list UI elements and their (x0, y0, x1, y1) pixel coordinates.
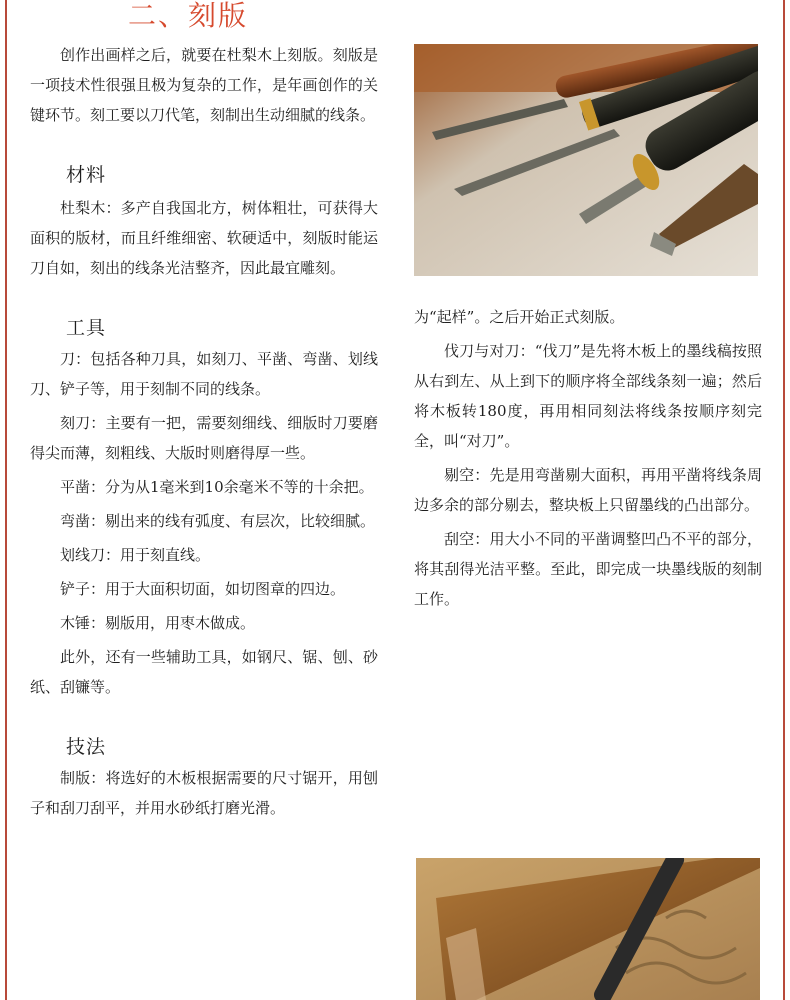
tools-paragraph: 平凿：分为从1毫米到10余毫米不等的十余把。 (60, 478, 374, 496)
tools-heading: 工具 (66, 317, 107, 339)
materials-heading: 材料 (66, 164, 107, 186)
right-paragraph: 剔空：先是用弯凿剔大面积，再用平凿将线条周边多余的部分剔去，整块板上只留墨线的凸出部分。 (414, 466, 762, 514)
carving-tools-photo (414, 44, 758, 276)
tools-paragraph: 此外，还有一些辅助工具，如钢尺、锯、刨、砂纸、刮镰等。 (30, 648, 378, 696)
tools-paragraph: 刀：包括各种刀具，如刻刀、平凿、弯凿、划线刀、铲子等，用于刻制不同的线条。 (30, 350, 378, 398)
materials-paragraph: 杜梨木：多产自我国北方，树体粗壮，可获得大面积的版材，而且纤维细密、软硬适中，刻版时能运刀自如，刻出的线条光洁整齐，因此最宜雕刻。 (30, 199, 378, 277)
intro-paragraph: 创作出画样之后，就要在杜梨木上刻版。刻版是一项技术性很强且极为复杂的工作，是年画创作的关键环节。刻工要以刀代笔，刻制出生动细腻的线条。 (30, 46, 378, 124)
tools-paragraph: 弯凿：剔出来的线有弧度、有层次，比较细腻。 (60, 512, 376, 530)
page-border-left (5, 0, 7, 1000)
technique-paragraph: 制版：将选好的木板根据需要的尺寸锯开，用刨子和刮刀刮平，并用水砂纸打磨光滑。 (30, 769, 378, 817)
tools-paragraph: 划线刀：用于刻直线。 (60, 546, 211, 564)
right-paragraph: 刮空：用大小不同的平凿调整凹凸不平的部分，将其刮得光洁平整。至此，即完成一块墨线版的刻制工作。 (414, 530, 762, 608)
left-column (30, 40, 378, 827)
right-paragraph: 伐刀与对刀：“伐刀”是先将木板上的墨线稿按照从右到左、从上到下的顺序将全部线条刻一遍；然后将木板转180度，再用相同刻法将线条按顺序刻完全，叫“对刀”。 (414, 342, 762, 450)
right-column (414, 302, 762, 618)
section-title: 二、刻版 (128, 0, 249, 32)
tools-paragraph: 刻刀：主要有一把，需要刻细线、细版时刀要磨得尖而薄，刻粗线、大版时则磨得厚一些。 (30, 414, 378, 462)
page-border-right (783, 0, 785, 1000)
technique-heading: 技法 (66, 736, 107, 758)
right-paragraph: 为“起样”。之后开始正式刻版。 (414, 308, 625, 326)
mallet-and-woodblock-photo (416, 858, 760, 1000)
tools-paragraph: 铲子：用于大面积切面，如切图章的四边。 (60, 580, 346, 598)
tools-paragraph: 木锤：剔版用，用枣木做成。 (60, 614, 256, 632)
